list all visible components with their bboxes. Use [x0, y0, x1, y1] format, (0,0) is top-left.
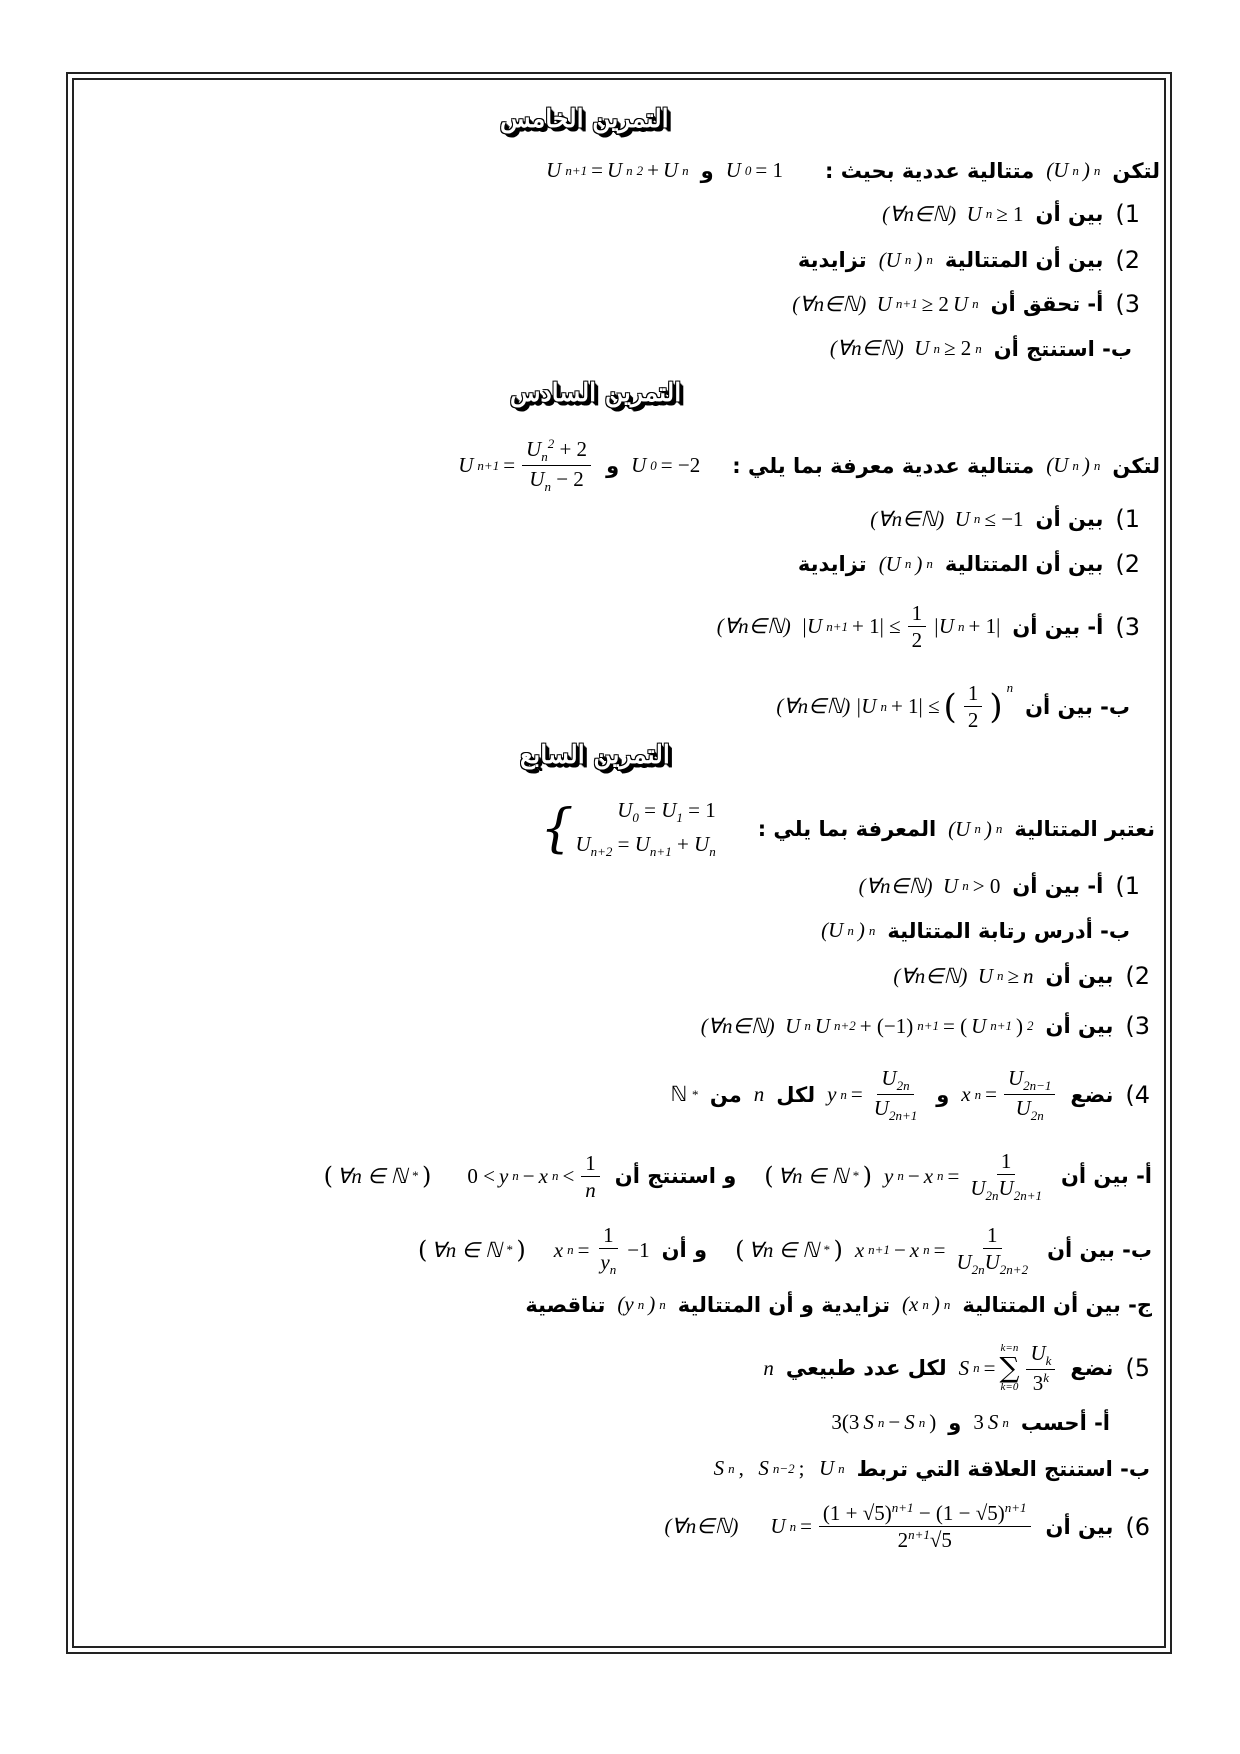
ex7-q2: 2) بين أن (∀n∈ℕ) U n ≥ n [893, 962, 1150, 990]
ex5-q3a: 3) أ- تحقق أن (∀n∈ℕ) U n+1 ≥ 2 U n [792, 290, 1140, 318]
exercise-6-title: التمرين السادس [510, 378, 682, 407]
ex7-q4a: أ- بين أن y n − x n = $\frac{1}{U_{2n}U_{2n+1}}$ ( ∀n ∈ ℕ * ) و استنتج أن 0 < y n − x n < $\frac{1}{n}$ ( ∀n ∈ ℕ * ) [323, 1149, 1152, 1204]
ex5-q2: 2) بين أن المتتالية (U n ) n تزايدية [797, 246, 1140, 274]
ex5-intro: لتكن (U n ) n متتالية عددية بحيث : U 0 = 1 و U n+1 = U n 2 + U n [546, 158, 1160, 183]
ex6-q3a: 3) أ- بين أن (∀n∈ℕ) |U n+1 + 1| ≤ $\frac{1}{2}$ |U n + 1| [716, 601, 1140, 653]
ex7-q4: 4) نضع x n = $\frac{U_{2n-1}}{U_{2n}}$ و y n = $\frac{U_{2n}}{U_{2n+1}}$ لكل n من ℕ * [670, 1066, 1150, 1124]
ex7-intro: نعتبر المتتالية (U n ) n المعرفة بما يلي : { $U_0 = U_1 = 1$ $U_{n+2} = U_{n+1} + U_n$ [540, 798, 1155, 860]
ex7-q3: 3) بين أن (∀n∈ℕ) U n U n+2 + (−1) n+1 = ( U n+1 ) 2 [700, 1012, 1150, 1040]
ex7-q5: 5) نضع S n = k=n ∑ k=0 $\frac{U_k}{3^k}$ لكل عدد طبيعي n [763, 1341, 1150, 1396]
ex7-q1a: 1) أ- بين أن (∀n∈ℕ) U n > 0 [858, 872, 1140, 900]
ex6-q1: 1) بين أن (∀n∈ℕ) U n ≤ −1 [870, 505, 1140, 533]
ex7-q5b: ب- استنتج العلاقة التي تربط S n , S n−2 ; U n [713, 1456, 1150, 1481]
ex7-q1b: ب- أدرس رتابة المتتالية (U n ) n [821, 918, 1130, 943]
exercise-7-title: التمرين السابع [520, 740, 670, 769]
ex5-q1: 1) بين أن (∀n∈ℕ) U n ≥ 1 [882, 200, 1140, 228]
ex7-q4c: ج- بين أن المتتالية (x n ) n تزايدية و أن المتتالية (y n ) n تناقصية [525, 1292, 1152, 1317]
ex6-q3b: ب- بين أن (∀n∈ℕ) |U n + 1| ≤ ( $\frac{1}{2}$ ) $^n$ [776, 680, 1130, 733]
ex7-q5a: أ- أحسب 3 S n و 3(3 S n − S n ) [831, 1410, 1110, 1435]
ex7-q6: 6) بين أن U n = $\frac{(1 + √5)^{n+1} - (1 - √5)^{n+1}}{2^{n+1}√5}$ (∀n∈ℕ) [664, 1500, 1150, 1553]
ex5-q3b: ب- استنتج أن (∀n∈ℕ) U n ≥ 2 n [829, 336, 1132, 361]
ex6-intro: لتكن (U n ) n متتالية عددية معرفة بما يلي : U 0 = −2 و U n+1 = $\frac{U_n^2 + 2}{U_n - 2}$ [458, 436, 1160, 495]
ex6-q2: 2) بين أن المتتالية (U n ) n تزايدية [797, 550, 1140, 578]
ex7-q4b: ب- بين أن x n+1 − x n = $\frac{1}{U_{2n}U_{2n+2}}$ ( ∀n ∈ ℕ * ) و أن x n = $\frac{1}{y_n}$ −1 ( ∀n ∈ ℕ * ) [418, 1223, 1152, 1278]
exercise-5-title: التمرين الخامس [500, 104, 669, 133]
